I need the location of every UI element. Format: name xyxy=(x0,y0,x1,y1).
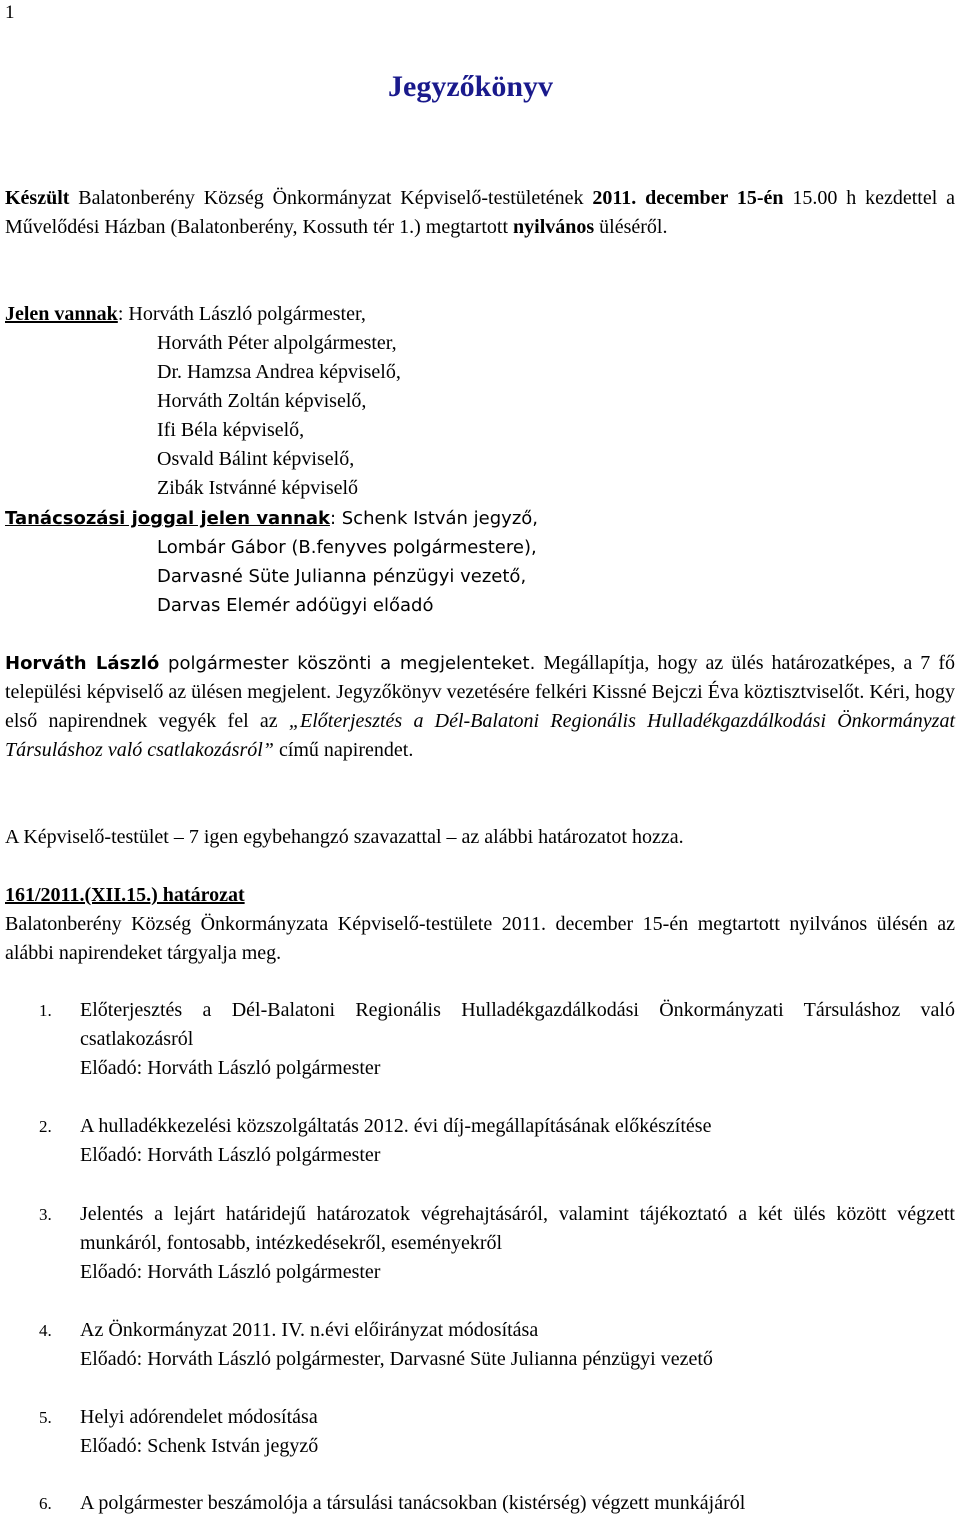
intro-paragraph xyxy=(5,184,955,242)
advisory-member: Lombár Gábor (B.fenyves polgármestere), xyxy=(157,537,537,558)
vote-statement: A Képviselő-testület – 7 igen egybehangzó szavazattal – az alábbi határozatot hozza. xyxy=(5,826,684,848)
agenda-request-end: című napirendet. xyxy=(273,739,414,761)
agenda-title: Az Önkormányzat 2011. IV. n.évi előirányzat módosítása xyxy=(80,1319,539,1341)
agenda-item xyxy=(5,1489,955,1518)
agenda-title: A hulladékkezelési közszolgáltatás 2012. évi díj-megállapításának előkészítése xyxy=(80,1115,712,1137)
agenda-presenter: Előadó: Schenk István jegyző xyxy=(80,1435,319,1457)
meeting-date: 2011. december 15-én xyxy=(592,187,784,209)
agenda-number: 6. xyxy=(39,1494,52,1513)
agenda-presenter: Előadó: Horváth László polgármester xyxy=(80,1057,381,1079)
advisory-label: Tanácsozási joggal jelen vannak xyxy=(5,508,330,529)
meeting-type: nyilvános xyxy=(513,216,595,238)
agenda-item xyxy=(5,1200,955,1287)
page-number: 1 xyxy=(5,2,15,23)
agenda-presenter: Előadó: Horváth László polgármester xyxy=(80,1144,381,1166)
agenda-number: 5. xyxy=(39,1408,52,1427)
document-title: Jegyzőkönyv xyxy=(388,70,553,103)
agenda-title: Helyi adórendelet módosítása xyxy=(80,1406,318,1428)
agenda-number: 2. xyxy=(39,1117,52,1136)
present-member: Zibák Istvánné képviselő xyxy=(157,477,359,499)
agenda-title: A polgármester beszámolója a társulási tanácsokban (kistérség) végzett munkájáról xyxy=(80,1492,746,1514)
present-label: Jelen vannak xyxy=(5,303,118,325)
minutes-keeper-text: Jegyzőkönyv vezetésére felkéri Kissné Bejczi Éva köztisztviselőt. xyxy=(331,681,865,703)
welcome-paragraph xyxy=(5,649,955,765)
advisory-sep: : xyxy=(329,508,342,529)
present-sep: : xyxy=(117,303,129,325)
intro-location: 15.00 h kezdettel a Művelődési Házban (Balatonberény, Kossuth tér 1.) megtartott xyxy=(5,187,955,238)
agenda-item xyxy=(5,1403,955,1461)
agenda-item xyxy=(5,1112,955,1170)
present-member: Dr. Hamzsa Andrea képviselő, xyxy=(157,361,401,383)
present-member: Horváth Zoltán képviselő, xyxy=(157,390,367,412)
agenda-number: 4. xyxy=(39,1321,52,1340)
welcome-text: polgármester köszönti a megjelenteket. xyxy=(159,653,536,674)
advisory-member: Schenk István jegyző, xyxy=(341,508,539,529)
agenda-topic-italic: „Előterjesztés a Dél-Balatoni Regionális Hulladékgazdálkodási Önkormányzat Társuláshoz való csatlakozásról” xyxy=(5,710,956,761)
advisory-member: Darvasné Süte Julianna pénzügyi vezető, xyxy=(157,566,527,587)
present-member: Osvald Bálint képviselő, xyxy=(157,448,355,470)
mayor-name: Horváth László xyxy=(5,653,160,674)
advisory-section xyxy=(5,504,955,620)
resolution-text: Balatonberény Község Önkormányzata Képviselő-testülete 2011. december 15-én megtartott nyilvános ülésén az alábbi napirendeket tárgyalja meg. xyxy=(5,913,955,964)
resolution-block xyxy=(5,881,955,968)
present-member: Ifi Béla képviselő, xyxy=(157,419,305,441)
agenda-item xyxy=(5,996,955,1083)
present-member: Horváth Péter alpolgármester, xyxy=(157,332,397,354)
resolution-id: 161/2011.(XII.15.) határozat xyxy=(5,884,245,906)
agenda-item xyxy=(5,1316,955,1374)
agenda-number: 3. xyxy=(39,1205,52,1224)
advisory-member: Darvas Elemér adóügyi előadó xyxy=(157,595,434,616)
intro-made: Készült xyxy=(5,187,70,209)
quorum-text: Megállapítja, hogy az ülés határozatképes, a 7 fő települési képviselő az ülésen megjelent. xyxy=(5,652,955,703)
intro-end: üléséről. xyxy=(594,216,668,238)
agenda-title: Jelentés a lejárt határidejű határozatok végrehajtásáról, valamint tájékoztató a két ülés között végzett munkáról, fontosabb, intézkedésekről, eseményekről xyxy=(80,1203,955,1254)
present-section xyxy=(5,300,955,503)
intro-body: Balatonberény Község Önkormányzat Képviselő-testületének xyxy=(69,187,593,209)
agenda-title: Előterjesztés a Dél-Balatoni Regionális Hulladékgazdálkodási Önkormányzati Társuláshoz való csatlakozásról xyxy=(80,999,955,1050)
agenda-request-text: Kéri, hogy első napirendnek vegyék fel az xyxy=(5,681,955,732)
agenda-presenter: Előadó: Horváth László polgármester, Darvasné Süte Julianna pénzügyi vezető xyxy=(80,1348,713,1370)
agenda-presenter: Előadó: Horváth László polgármester xyxy=(80,1261,381,1283)
present-member: Horváth László polgármester, xyxy=(128,303,366,325)
agenda-number: 1. xyxy=(39,1001,52,1020)
